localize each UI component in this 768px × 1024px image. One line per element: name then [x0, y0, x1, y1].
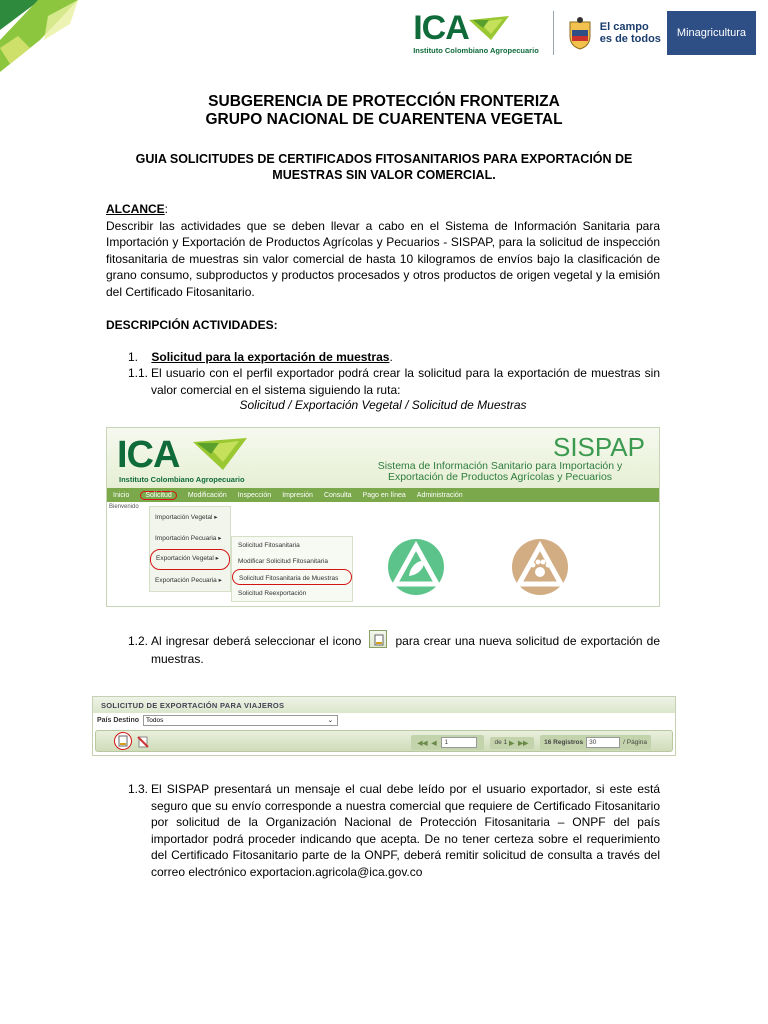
pecuario-paw-icon[interactable] — [511, 538, 569, 596]
menu-exportacion-vegetal[interactable]: Exportación Vegetal ▸ — [150, 549, 230, 570]
submenu-solicitud-fitosanitaria[interactable]: Solicitud Fitosanitaria — [238, 542, 300, 549]
page-title — [0, 93, 768, 129]
nav-impresion[interactable]: Impresión — [282, 491, 313, 499]
submenu-solicitud-reexportacion[interactable]: Solicitud Reexportación — [238, 590, 307, 597]
per-page-label: / Página — [623, 739, 647, 746]
ica-leaf-icon — [469, 16, 509, 40]
new-document-icon — [116, 734, 130, 748]
welcome-text: Bienvenido — [109, 504, 139, 510]
alcance-section — [106, 201, 660, 300]
viajeros-title: SOLICITUD DE EXPORTACIÓN PARA VIAJEROS — [93, 697, 675, 713]
next-page-icon[interactable]: ▶ — [509, 739, 515, 747]
sispap-nav — [107, 488, 659, 502]
campo-line2: es de todos — [599, 33, 661, 45]
alcance-text: Describir las actividades que se deben llevar a cabo en el Sistema de Información Sanitaria para Importación y Exportación de Productos Agrícolas y Pecuarios - SISPAP, para la solicitud de inspección fitosanitaria de muestras sin valor comercial de hasta 10 kilogramos de envíos bajo la clasificación de grano consumo, subproductos y productos procesados y otros productos de origen vegetal y la emisión del Certificado Fitosanitario. — [106, 218, 660, 299]
header-divider — [553, 11, 554, 55]
new-request-button[interactable] — [114, 732, 132, 750]
sispap-leaf-icon — [193, 438, 247, 470]
nav-pago[interactable]: Pago en línea — [362, 491, 406, 499]
page-input[interactable]: 1 — [441, 737, 477, 748]
chevron-down-icon: ⌄ — [327, 717, 334, 724]
nav-consulta[interactable]: Consulta — [323, 491, 352, 499]
title-line2: GRUPO NACIONAL DE CUARENTENA VEGETAL — [205, 111, 563, 128]
campo-line1: El campo — [599, 21, 649, 33]
sispap-screenshot — [106, 427, 660, 607]
vegetal-leaf-icon[interactable] — [387, 538, 445, 596]
ica-subtitle: Instituto Colombiano Agropecuario — [413, 46, 539, 55]
pagination — [408, 735, 654, 750]
colombia-shield-icon — [566, 16, 594, 50]
sispap-system-line1: Sistema de Información Sanitario para Importación y — [377, 460, 623, 472]
last-page-icon[interactable]: ▶▶ — [518, 739, 529, 747]
route-text: Solicitud / Exportación Vegetal / Solicitud de Muestras — [239, 398, 527, 412]
campo-slogan — [600, 21, 661, 45]
nav-inicio[interactable]: Inicio — [113, 491, 130, 499]
step-1-title: Solicitud para la exportación de muestras — [151, 350, 390, 364]
ministry-badge: Minagricultura — [667, 11, 756, 55]
pais-destino-value: Todos — [146, 716, 164, 724]
nav-modificacion[interactable]: Modificación — [187, 491, 227, 499]
step-1-3-number: 1.3. — [128, 782, 149, 796]
prev-page-icon[interactable]: ◀ — [431, 739, 437, 747]
step-1-1-text: El usuario con el perfil exportador podrá crear la solicitud para la exportación de muestras sin valor comercial en el sistema siguiendo la ruta: — [151, 366, 660, 397]
submenu-modificar-solicitud[interactable]: Modificar Solicitud Fitosanitaria — [238, 558, 328, 565]
nav-inspeccion[interactable]: Inspección — [237, 491, 272, 499]
nav-solicitud[interactable]: Solicitud — [140, 491, 176, 500]
sispap-body — [107, 502, 659, 606]
ica-logo-text: ICA — [413, 9, 469, 47]
title-line1: SUBGERENCIA DE PROTECCIÓN FRONTERIZA — [208, 93, 560, 110]
sispap-header — [107, 428, 659, 488]
ica-logo — [413, 11, 539, 55]
new-request-icon — [369, 630, 387, 648]
step-1-2-text-before: Al ingresar deberá seleccionar el icono — [151, 634, 362, 649]
guide-title-line2: MUESTRAS SIN VALOR COMERCIAL. — [272, 168, 496, 182]
sispap-system-line2: Exportación de Productos Agrícolas y Pecuarios — [387, 471, 613, 483]
sispap-brand: SISPAP — [552, 432, 645, 462]
records-count: 16 Registros — [544, 739, 584, 746]
step-1 — [128, 349, 660, 366]
step-1-1 — [128, 365, 660, 398]
viajeros-toolbar — [95, 730, 673, 752]
alcance-label: ALCANCE — [106, 202, 165, 216]
step-1-1-number: 1.1. — [128, 366, 149, 380]
nav-administracion[interactable]: Administración — [416, 491, 463, 499]
step-1-3 — [128, 781, 660, 880]
descripcion-heading: DESCRIPCIÓN ACTIVIDADES: — [106, 318, 278, 332]
per-page-input[interactable]: 30 — [586, 737, 620, 748]
guide-title-line1: GUIA SOLICITUDES DE CERTIFICADOS FITOSANITARIOS PARA EXPORTACIÓN DE — [135, 152, 633, 166]
pais-destino-select[interactable] — [143, 715, 338, 726]
first-page-icon[interactable]: ◀◀ — [417, 739, 428, 747]
submenu-solicitud-muestras[interactable]: Solicitud Fitosanitaria de Muestras — [232, 569, 352, 585]
pais-destino-label: País Destino — [97, 716, 140, 724]
step-1-3-text: El SISPAP presentará un mensaje el cual debe leído por el usuario exportador, si este está seguro que su envío corresponde a nuestra comercial que requiere de Certificado Fitosanitario por solicitud de la Organización Nacional de Protección Fitosanitaria – ONPF del país importador podrá proceder indicando que acepta. De no tener certeza sobre el requerimiento del Certificado Fitosanitario parte de la ONPF, deberá remitir solicitud de consulta a través del correo electrónico exportacion.agricola@ica.gov.co — [151, 782, 660, 879]
step-1-end: . — [389, 350, 393, 364]
solicitud-menu — [149, 506, 231, 592]
page-total: de 1 — [494, 739, 508, 746]
menu-exportacion-pecuaria[interactable]: Exportación Pecuaria ▸ — [155, 577, 222, 584]
exportacion-vegetal-submenu — [231, 536, 353, 602]
alcance-colon: : — [164, 202, 169, 216]
step-1-number: 1. — [128, 350, 139, 364]
sispap-ica-subtitle: Instituto Colombiano Agropecuario — [119, 475, 245, 484]
header-logos — [413, 10, 756, 56]
menu-importacion-pecuaria[interactable]: Importación Pecuaria ▸ — [155, 535, 222, 542]
sispap-system-name — [355, 461, 645, 483]
sispap-ica-logo: ICA — [117, 434, 180, 476]
menu-importacion-vegetal[interactable]: Importación Vegetal ▸ — [155, 514, 218, 521]
corner-decoration — [0, 0, 80, 72]
delete-icon[interactable] — [136, 735, 150, 749]
viajeros-filter — [93, 713, 675, 727]
step-1-2-number: 1.2. — [128, 634, 149, 648]
step-1-2 — [128, 633, 660, 668]
step-1-2-text-after: para crear una nueva solicitud de exportación de muestras. — [151, 634, 661, 666]
viajeros-screenshot — [92, 696, 676, 756]
guide-title — [110, 151, 658, 183]
